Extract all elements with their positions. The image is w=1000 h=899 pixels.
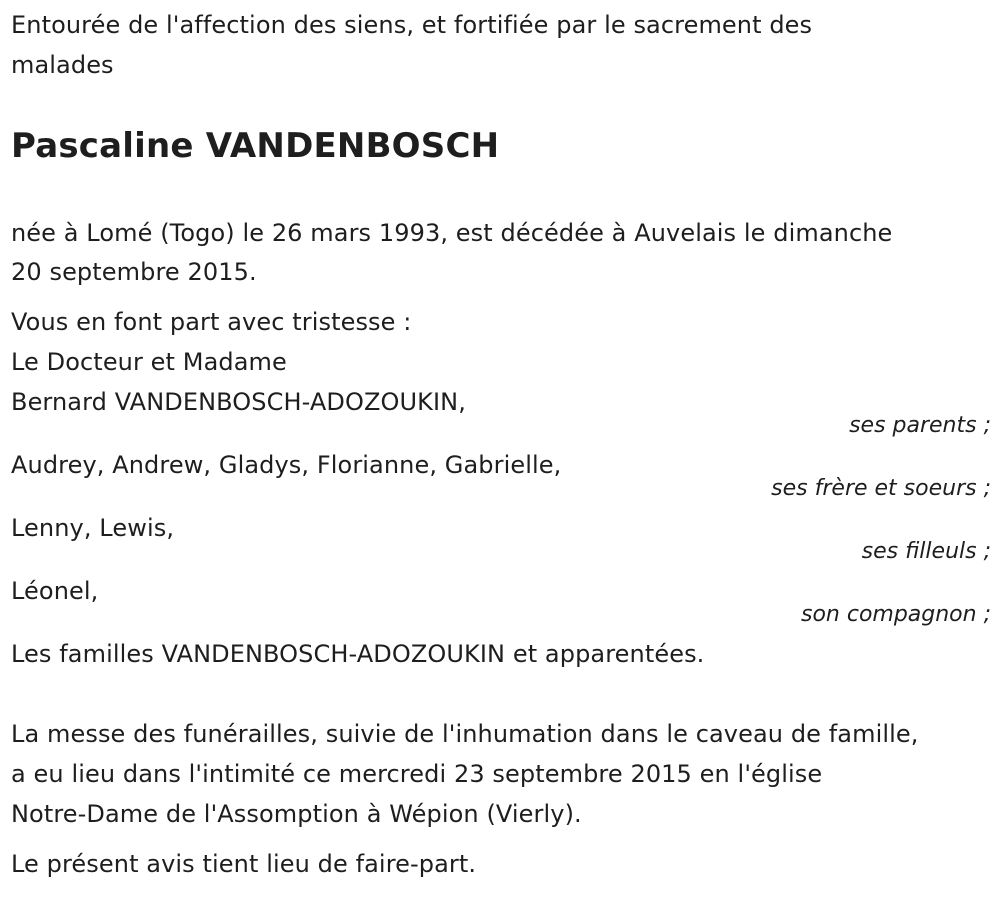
funeral-line-1: La messe des funérailles, suivie de l'inhumation dans le caveau de famille, — [11, 720, 919, 748]
godchildren-names: Lenny, Lewis, — [11, 514, 175, 542]
birth-death-line-2: 20 septembre 2015. — [11, 258, 257, 286]
parents-names-line-1: Le Docteur et Madame — [11, 348, 287, 376]
deceased-name: Pascaline VANDENBOSCH — [11, 126, 500, 166]
funeral-line-2: a eu lieu dans l'intimité ce mercredi 23 septembre 2015 en l'église — [11, 760, 823, 788]
siblings-relation: ses frère et soeurs ; — [771, 476, 991, 501]
birth-death-line-1: née à Lomé (Togo) le 26 mars 1993, est décédée à Auvelais le dimanche — [11, 219, 893, 247]
partner-name: Léonel, — [11, 577, 99, 605]
parents-relation: ses parents ; — [849, 413, 991, 438]
extended-families: Les familles VANDENBOSCH-ADOZOUKIN et apparentées. — [11, 640, 705, 668]
godchildren-relation: ses filleuls ; — [861, 539, 991, 564]
intro-line-1: Entourée de l'affection des siens, et fortifiée par le sacrement des — [11, 11, 813, 39]
funeral-line-3: Notre-Dame de l'Assomption à Wépion (Vierly). — [11, 800, 582, 828]
closing-note: Le présent avis tient lieu de faire-part. — [11, 850, 477, 878]
intro-line-2: malades — [11, 51, 114, 79]
siblings-names: Audrey, Andrew, Gladys, Florianne, Gabrielle, — [11, 451, 562, 479]
parents-names-line-2: Bernard VANDENBOSCH-ADOZOUKIN, — [11, 388, 466, 416]
partner-relation: son compagnon ; — [800, 602, 991, 627]
announcement: Vous en font part avec tristesse : — [11, 308, 412, 336]
